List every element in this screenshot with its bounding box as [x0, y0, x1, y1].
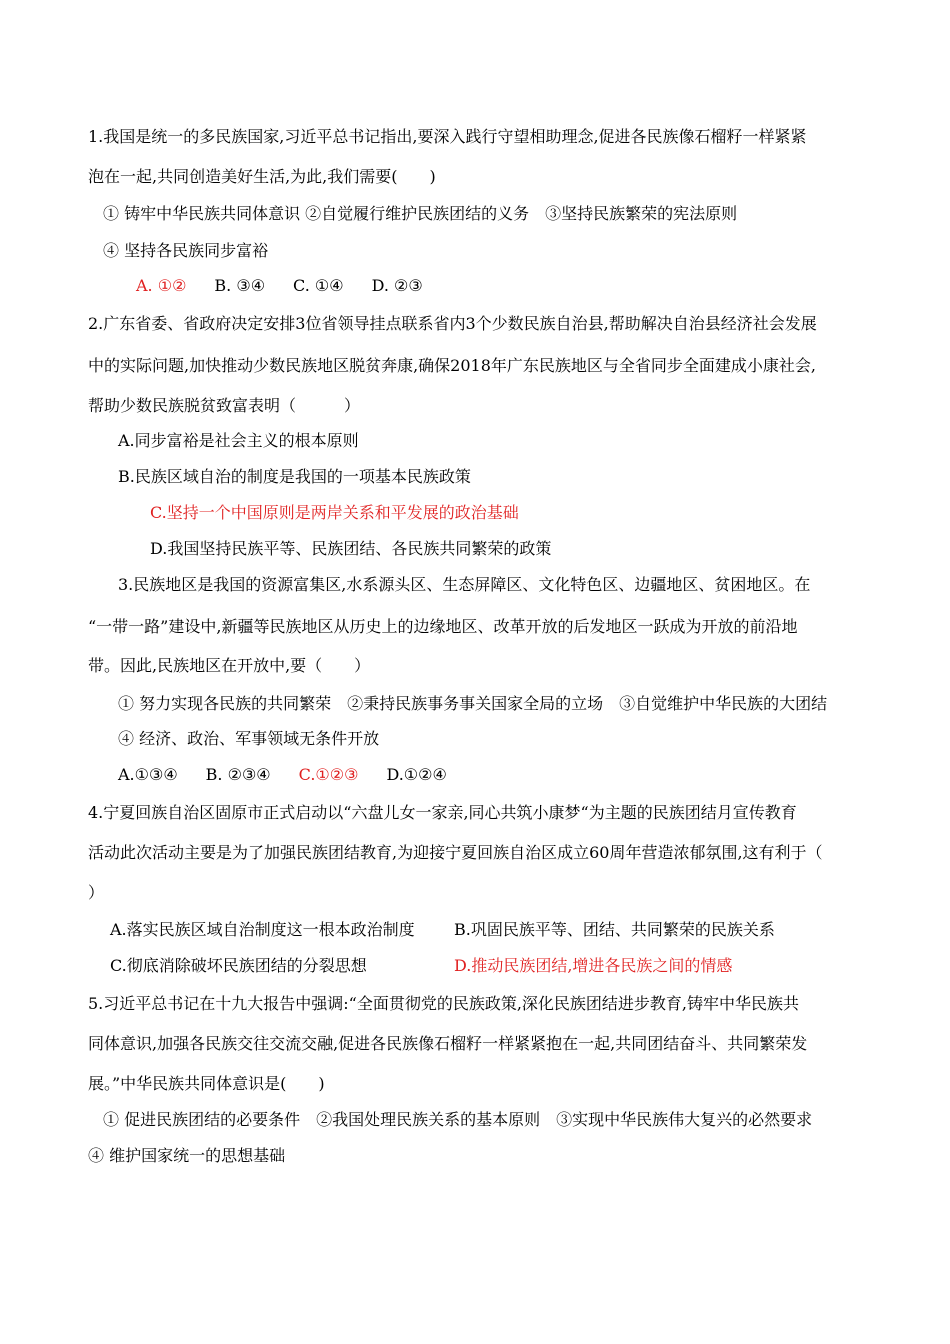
q3-items-line-2: ④ 经济、政治、军事领域无条件开放 — [118, 729, 380, 748]
q4-stem-line-2: 活动此次活动主要是为了加强民族团结教育,为迎接宁夏回族自治区成立60周年营造浓郁氛围,这有利于（ — [88, 843, 823, 862]
q4-stem-line-3: ） — [88, 883, 105, 902]
q4-option-a: A.落实民族区域自治制度这一根本政治制度 — [110, 920, 415, 939]
q2-option-b: B.民族区域自治的制度是我国的一项基本民族政策 — [118, 467, 471, 486]
q1-option-b: B. ③④ — [214, 276, 266, 295]
q5-items-line-2: ④ 维护国家统一的思想基础 — [88, 1146, 286, 1165]
q1-items-line-2: ④ 坚持各民族同步富裕 — [103, 241, 269, 260]
q3-stem-line-2: “一带一路”建设中,新疆等民族地区从历史上的边缘地区、改革开放的后发地区一跃成为开放的前沿地 — [88, 617, 798, 636]
q5-items-line-1: ① 促进民族团结的必要条件 ②我国处理民族关系的基本原则 ③实现中华民族伟大复兴的必然要求 — [103, 1110, 813, 1129]
q2-stem-line-1: 2.广东省委、省政府决定安排3位省领导挂点联系省内3个少数民族自治县,帮助解决自治县经济社会发展 — [88, 314, 817, 333]
q5-stem-line-3: 展。”中华民族共同体意识是( ) — [88, 1074, 325, 1093]
q4-option-c: C.彻底消除破坏民族团结的分裂思想 — [110, 956, 367, 975]
q1-option-c: C. ①④ — [293, 276, 344, 295]
q3-items-line-1: ① 努力实现各民族的共同繁荣 ②秉持民族事务事关国家全局的立场 ③自觉维护中华民族的大团结 — [118, 694, 828, 713]
q2-stem-line-3: 帮助少数民族脱贫致富表明（ ） — [88, 396, 361, 415]
q2-option-c: C.坚持一个中国原则是两岸关系和平发展的政治基础 — [150, 503, 519, 522]
q1-items-line-1: ① 铸牢中华民族共同体意识 ②自觉履行维护民族团结的义务 ③坚持民族繁荣的宪法原则 — [103, 204, 738, 223]
q4-stem-line-1: 4.宁夏回族自治区固原市正式启动以“六盘儿女一家亲,同心共筑小康梦“为主题的民族团结月宣传教育 — [88, 803, 797, 822]
q3-option-b: B. ②③④ — [205, 765, 271, 784]
q1-option-a: A. ①② — [136, 276, 187, 295]
q3-stem-line-1: 3.民族地区是我国的资源富集区,水系源头区、生态屏障区、文化特色区、边疆地区、贫困地区。在 — [118, 575, 811, 594]
q1-option-d: D. ②③ — [371, 276, 423, 295]
q2-option-a: A.同步富裕是社会主义的根本原则 — [118, 431, 359, 450]
q3-option-a: A.①③④ — [118, 765, 178, 784]
q5-stem-line-1: 5.习近平总书记在十九大报告中强调:“全面贯彻党的民族政策,深化民族团结进步教育,铸牢中华民族共 — [88, 994, 800, 1013]
q1-stem-line-2: 泡在一起,共同创造美好生活,为此,我们需要( ) — [88, 167, 436, 186]
q4-option-b: B.巩固民族平等、团结、共同繁荣的民族关系 — [454, 920, 775, 939]
q3-stem-line-3: 带。因此,民族地区在开放中,要（ ） — [88, 656, 371, 675]
q5-stem-line-2: 同体意识,加强各民族交往交流交融,促进各民族像石榴籽一样紧紧抱在一起,共同团结奋斗、共同繁荣发 — [88, 1034, 808, 1053]
q2-stem-line-2: 中的实际问题,加快推动少数民族地区脱贫奔康,确保2018年广东民族地区与全省同步全面建成小康社会, — [88, 356, 816, 375]
q4-option-d: D.推动民族团结,增进各民族之间的情感 — [454, 956, 733, 975]
q1-stem-line-1: 1.我国是统一的多民族国家,习近平总书记指出,要深入践行守望相助理念,促进各民族像石榴籽一样紧紧 — [88, 127, 807, 146]
q3-option-d: D.①②④ — [386, 765, 447, 784]
q1-options — [136, 276, 451, 296]
q3-option-c: C.①②③ — [298, 765, 359, 784]
q2-option-d: D.我国坚持民族平等、民族团结、各民族共同繁荣的政策 — [150, 539, 552, 558]
q3-options — [118, 765, 475, 785]
